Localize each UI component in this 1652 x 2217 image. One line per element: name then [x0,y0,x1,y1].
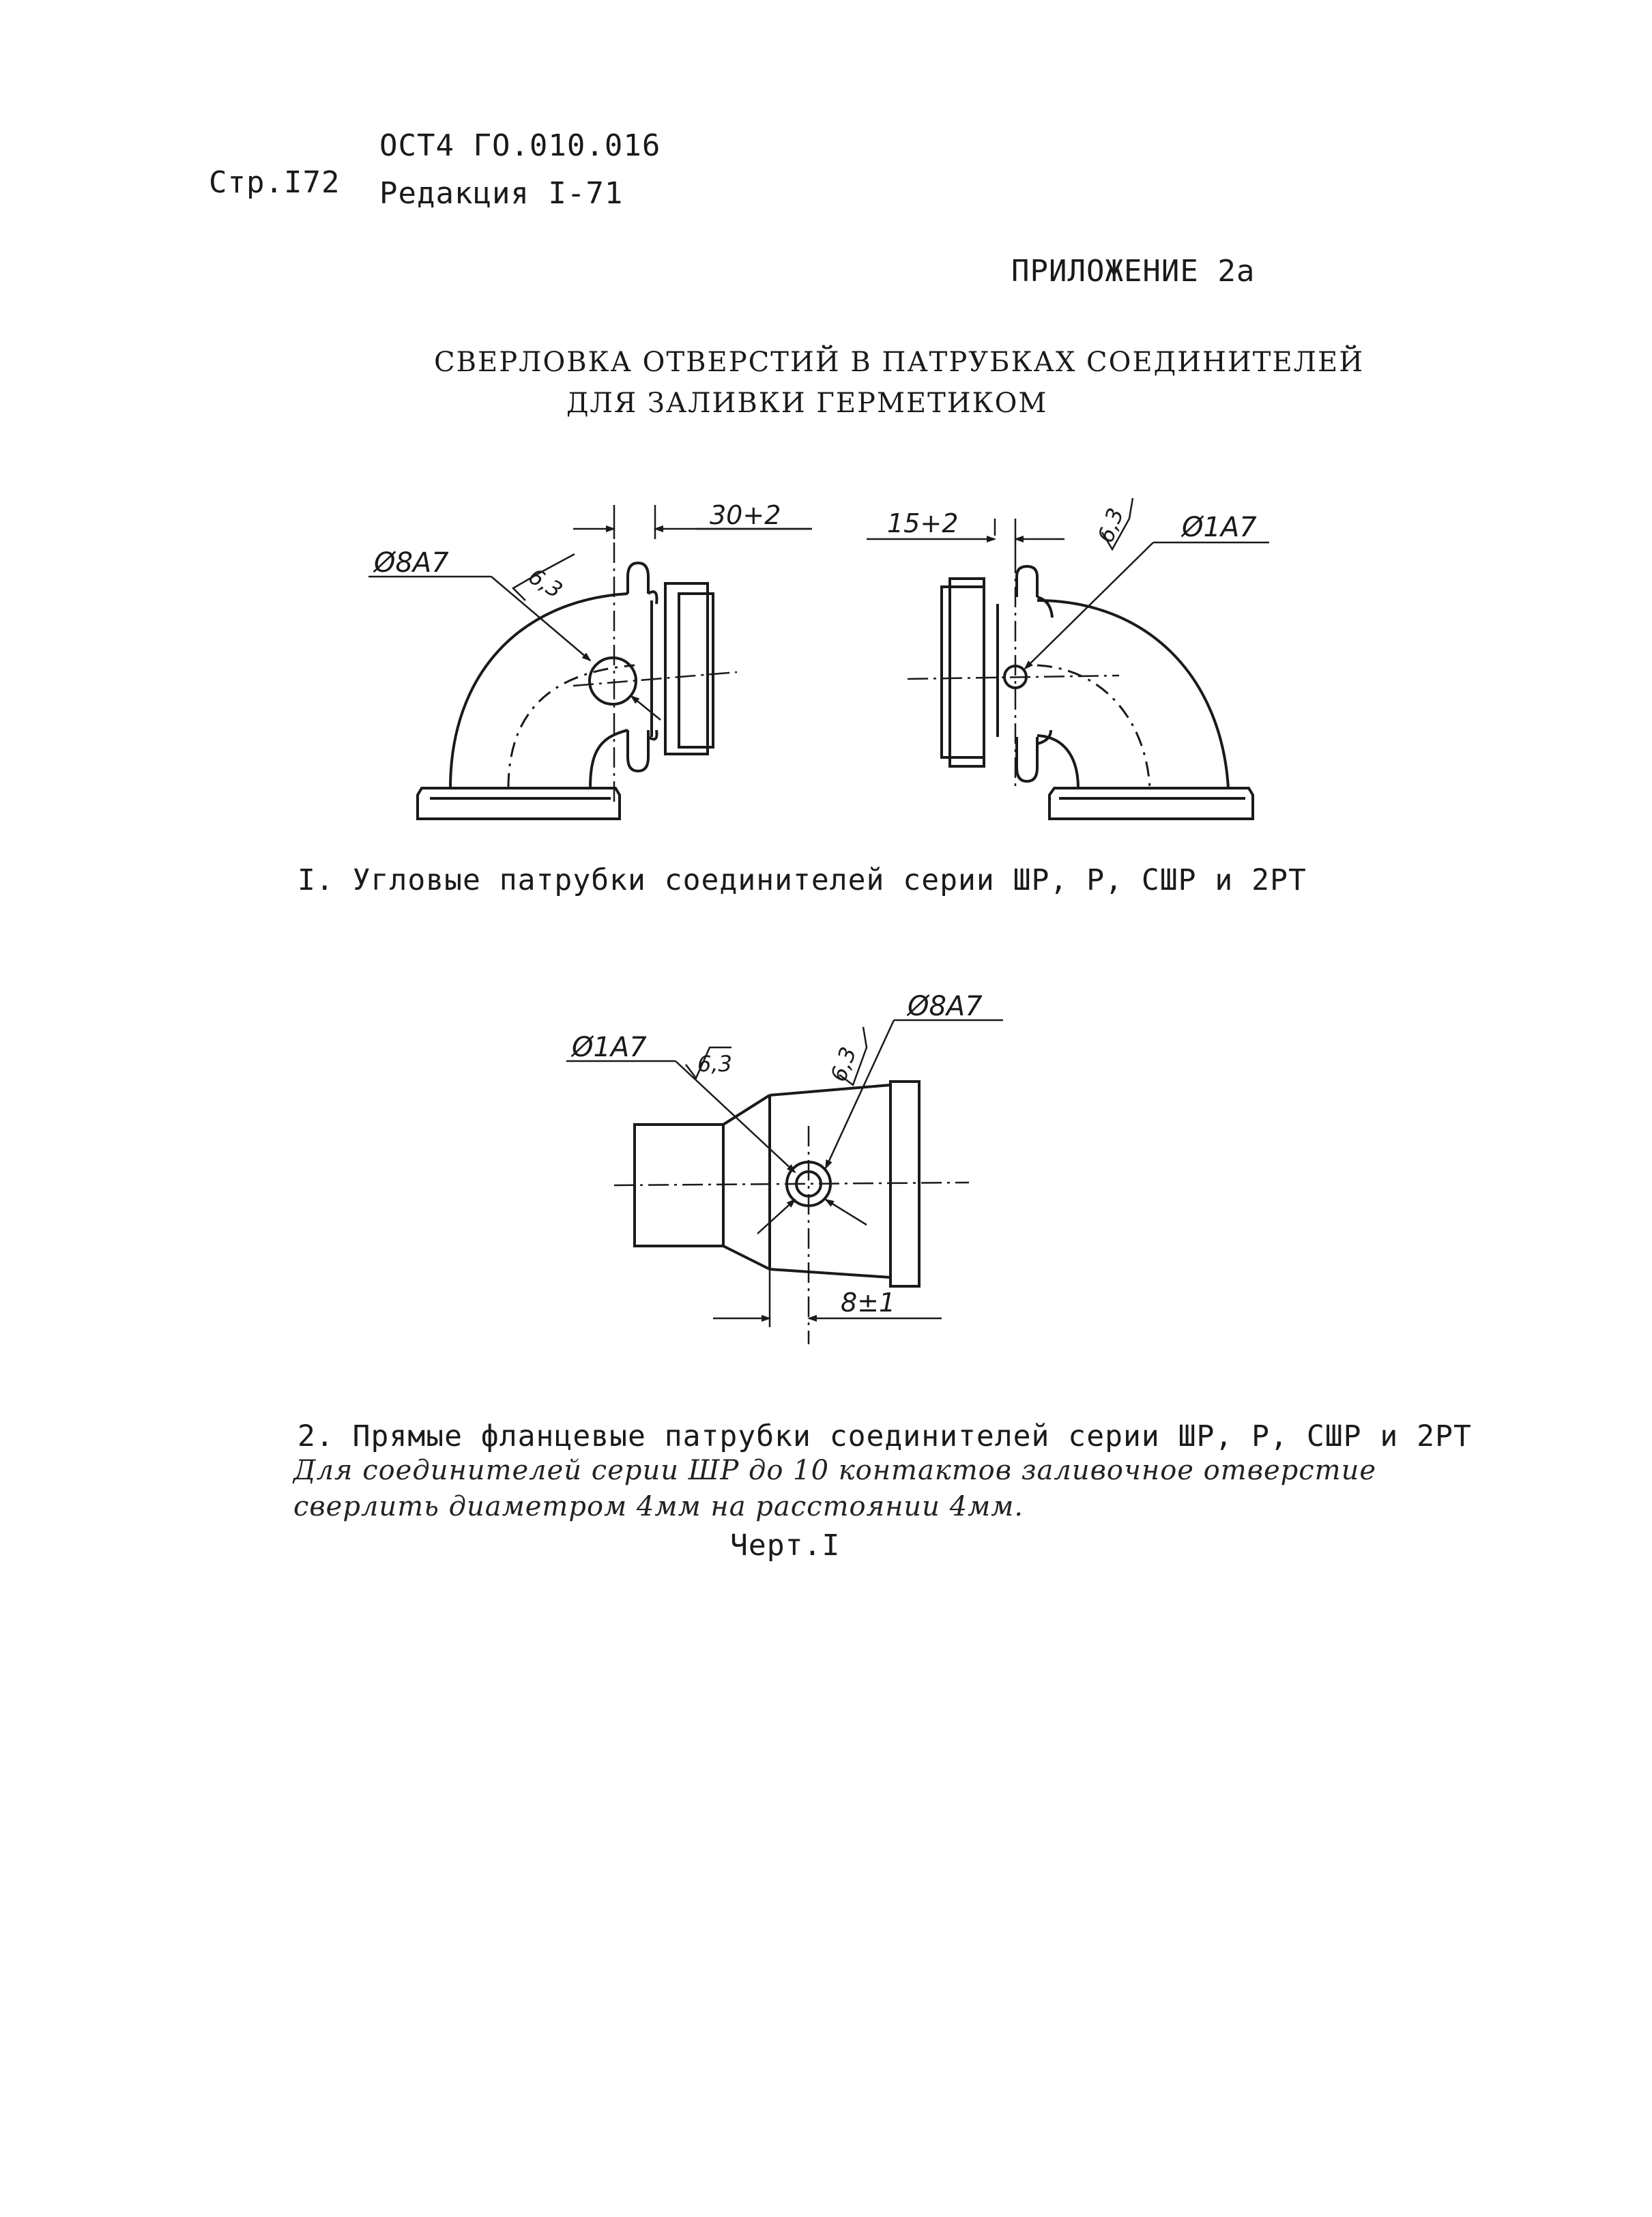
fig1-right-roughness: 6,3 [1092,504,1129,547]
fig1-right-dim-15: 15+2 [887,508,959,538]
appendix-label: ПРИЛОЖЕНИЕ 2а [1011,254,1256,289]
page-label: Стр.I72 [209,165,340,200]
drawing-reference: Черт.I [730,1528,841,1563]
title-line-2: ДЛЯ ЗАЛИВКИ ГЕРМЕТИКОМ [566,388,1048,419]
fig2-hole-small-label: Ø1A7 [572,1032,647,1063]
figure1-caption: I. Угловые патрубки соединителей серии ШР, Р, СШР и 2РТ [298,863,1307,897]
figure2-caption: 2. Прямые фланцевые патрубки соединителей серии ШР, Р, СШР и 2РТ [298,1419,1472,1453]
fig1-left-dim-30: 30+2 [710,500,781,530]
handwritten-note-line-1: Для соединителей серии ШР до 10 контактов заливочное отверстие [293,1455,1377,1486]
fig1-left-roughness: 6,3 [523,563,568,604]
revision-label: Редакция I-71 [379,176,624,211]
fig2-hole-large-label: Ø8A7 [908,991,983,1022]
fig2-dim-bottom: 8±1 [841,1288,896,1318]
fig1-right-fitting [942,566,1253,819]
fig1-left-hole-label: Ø8A7 [374,547,449,579]
fig2-roughness-small: 6,3 [697,1051,732,1077]
handwritten-note-line-2: сверлить диаметром 4мм на расстоянии 4мм. [293,1491,1024,1522]
fig1-left-fitting [418,563,713,819]
standard-number: ОСТ4 ГО.010.016 [379,128,661,163]
fig1-right-hole-label: Ø1A7 [1182,512,1257,543]
title-line-1: СВЕРЛОВКА ОТВЕРСТИЙ В ПАТРУБКАХ СОЕДИНИТЕЛЕЙ [434,347,1365,378]
fig2-roughness-large: 6,3 [825,1043,862,1086]
